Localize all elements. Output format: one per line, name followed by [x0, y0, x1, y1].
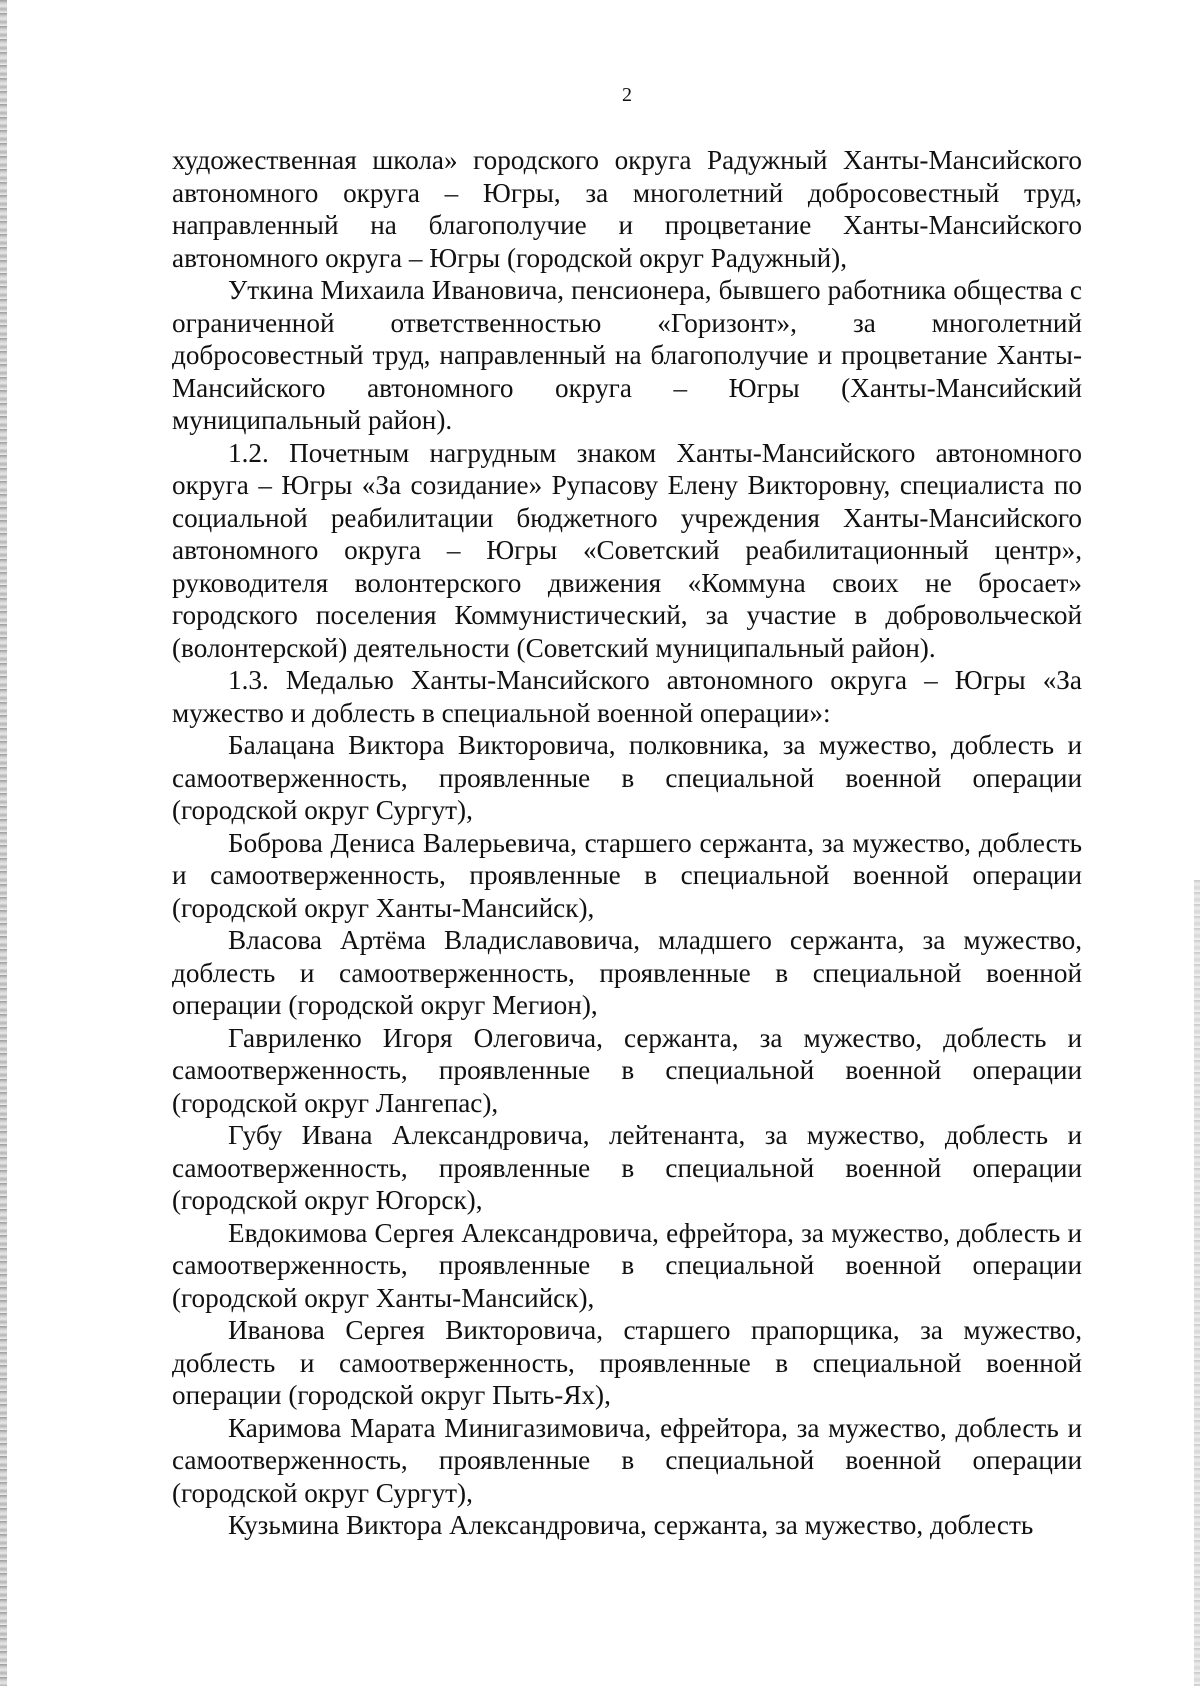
paragraph-1-2: 1.2. Почетным нагрудным знаком Ханты-Мансийского автономного округа – Югры «За созидание» Рупасову Елену Викторовну, специалиста по социальной реабилитации бюджетного учреждения Ханты-Мансийского автономного округа – Югры «Советский реабилитационный центр», руководителя волонтерского движения «Коммуна своих не бросает» городского поселения Коммунистический, за участие в добровольческой (волонтерской) деятельности (Советский муниципальный район).: [172, 437, 1082, 663]
document-body: [172, 144, 1082, 1542]
paragraph-balatsan: Балацана Виктора Викторовича, полковника, за мужество, доблесть и самоотверженность, проявленные в специальной военной операции (городской округ Сургут),: [172, 730, 1082, 825]
scan-edge-right: [1194, 880, 1200, 1686]
paragraph-utkin: Уткина Михаила Ивановича, пенсионера, бывшего работника общества с ограниченной ответственностью «Горизонт», за многолетний добросовестный труд, направленный на благополучие и процветание Ханты-Мансийского автономного округа – Югры (Ханты-Мансийский муниципальный район).: [172, 275, 1082, 435]
paragraph-continuation: художественная школа» городского округа Радужный Ханты-Мансийского автономного округа – Югры, за многолетний добросовестный труд, направленный на благополучие и процветание Ханты-Мансийского автономного округа – Югры (городской округ Радужный),: [172, 145, 1082, 273]
paragraph-kuzmin: Кузьмина Виктора Александровича, сержанта, за мужество, доблесть: [228, 1510, 1034, 1540]
paragraph-ivanov: Иванова Сергея Викторовича, старшего прапорщика, за мужество, доблесть и самоотверженность, проявленные в специальной военной операции (городской округ Пыть-Ях),: [172, 1315, 1082, 1410]
paragraph-bobrov: Боброва Дениса Валерьевича, старшего сержанта, за мужество, доблесть и самоотверженность, проявленные в специальной военной операции (городской округ Ханты-Мансийск),: [172, 827, 1082, 923]
paragraph-1-3: 1.3. Медалью Ханты-Мансийского автономного округа – Югры «За мужество и доблесть в специальной военной операции»:: [172, 665, 1082, 728]
paragraph-vlasov: Власова Артёма Владиславовича, младшего сержанта, за мужество, доблесть и самоотверженность, проявленные в специальной военной операции (городской округ Мегион),: [172, 925, 1082, 1020]
paragraph-gavrilenko: Гавриленко Игоря Олеговича, сержанта, за мужество, доблесть и самоотверженность, проявленные в специальной военной операции (городской округ Лангепас),: [172, 1022, 1082, 1118]
scan-edge-left: [0, 0, 7, 1686]
page-number: 2: [622, 84, 632, 106]
paragraph-guba: Губу Ивана Александровича, лейтенанта, за мужество, доблесть и самоотверженность, проявленные в специальной военной операции (городской округ Югорск),: [172, 1120, 1082, 1215]
paragraph-evdokimov: Евдокимова Сергея Александровича, ефрейтора, за мужество, доблесть и самоотверженность, проявленные в специальной военной операции (городской округ Ханты-Мансийск),: [172, 1217, 1082, 1313]
paragraph-karimov: Каримова Марата Минигазимовича, ефрейтора, за мужество, доблесть и самоотверженность, проявленные в специальной военной операции (городской округ Сургут),: [172, 1412, 1082, 1508]
